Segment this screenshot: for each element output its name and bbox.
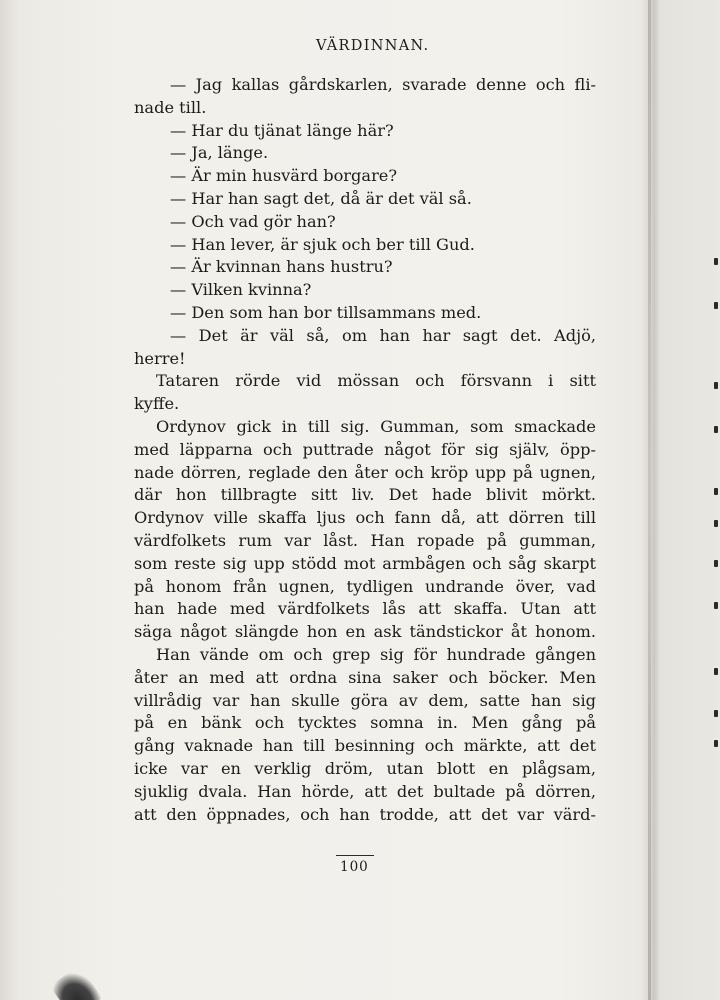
- text-line: — Har han sagt det, då är det väl så.: [170, 188, 472, 208]
- text-line: på honom från ugnen, tydligen undrande över, vad: [134, 576, 596, 596]
- text-line: nade dörren, reglade den åter och kröp upp på ugnen,: [134, 462, 596, 482]
- text-line: — Ja, länge.: [170, 143, 269, 163]
- text-line: han hade med värdfolkets lås att skaffa. Utan att: [134, 599, 596, 619]
- text-line: att den öppnades, och han trodde, att det var värd-: [134, 804, 596, 824]
- text-line: som reste sig upp stödd mot armbågen och såg skarpt: [134, 553, 596, 573]
- text-line: sjuklig dvala. Han hörde, att det bultade på dörren,: [134, 781, 596, 801]
- text-line: villrådig var han skulle göra av dem, satte han sig: [134, 690, 596, 710]
- text-line: värdfolkets rum var låst. Han ropade på gumman,: [134, 530, 596, 550]
- text-line: Han vände om och grep sig för hundrade gången: [156, 644, 596, 664]
- text-line: — Vilken kvinna?: [170, 280, 312, 300]
- text-line: Ordynov gick in till sig. Gumman, som smackade: [156, 416, 596, 436]
- facing-page-edge: [712, 0, 720, 1000]
- text-line: åter an med att ordna sina saker och böcker. Men: [134, 667, 596, 687]
- text-line: — Är min husvärd borgare?: [170, 166, 398, 186]
- text-line: Tataren rörde vid mössan och försvann i sitt: [156, 371, 596, 391]
- text-line: herre!: [134, 348, 186, 368]
- text-line: med läpparna och puttrade något för sig själv, öpp-: [134, 439, 596, 459]
- corner-shadow: [50, 965, 102, 1000]
- text-line: icke var en verklig dröm, utan blott en plågsam,: [134, 758, 596, 778]
- text-line: gång vaknade han till besinning och märkte, att det: [134, 736, 596, 756]
- text-line: — Och vad gör han?: [170, 211, 336, 231]
- page-number-rule: [336, 855, 374, 856]
- book-gutter: [648, 0, 651, 1000]
- text-line: — Han lever, är sjuk och ber till Gud.: [170, 234, 475, 254]
- text-line: — Har du tjänat länge här?: [170, 120, 394, 140]
- text-line: där hon tillbragte sitt liv. Det hade blivit mörkt.: [134, 485, 596, 505]
- text-line: — Jag kallas gårdskarlen, svarade denne och fli-: [170, 75, 596, 94]
- text-line: kyffe.: [134, 394, 180, 414]
- text-line: — Är kvinnan hans hustru?: [170, 257, 393, 277]
- text-line: nade till.: [134, 97, 207, 117]
- body-text: [134, 74, 596, 826]
- text-line: — Den som han bor tillsammans med.: [170, 302, 482, 322]
- text-line: på en bänk och tycktes somna in. Men gång på: [134, 713, 596, 733]
- text-line: — Det är väl så, om han har sagt det. Adjö,: [170, 325, 596, 345]
- text-line: Ordynov ville skaffa ljus och fann då, att dörren till: [134, 508, 596, 528]
- page-number: 100: [340, 859, 369, 875]
- text-line: säga något slängde hon en ask tändstickor åt honom.: [134, 622, 596, 642]
- running-head: VÄRDINNAN.: [316, 38, 430, 54]
